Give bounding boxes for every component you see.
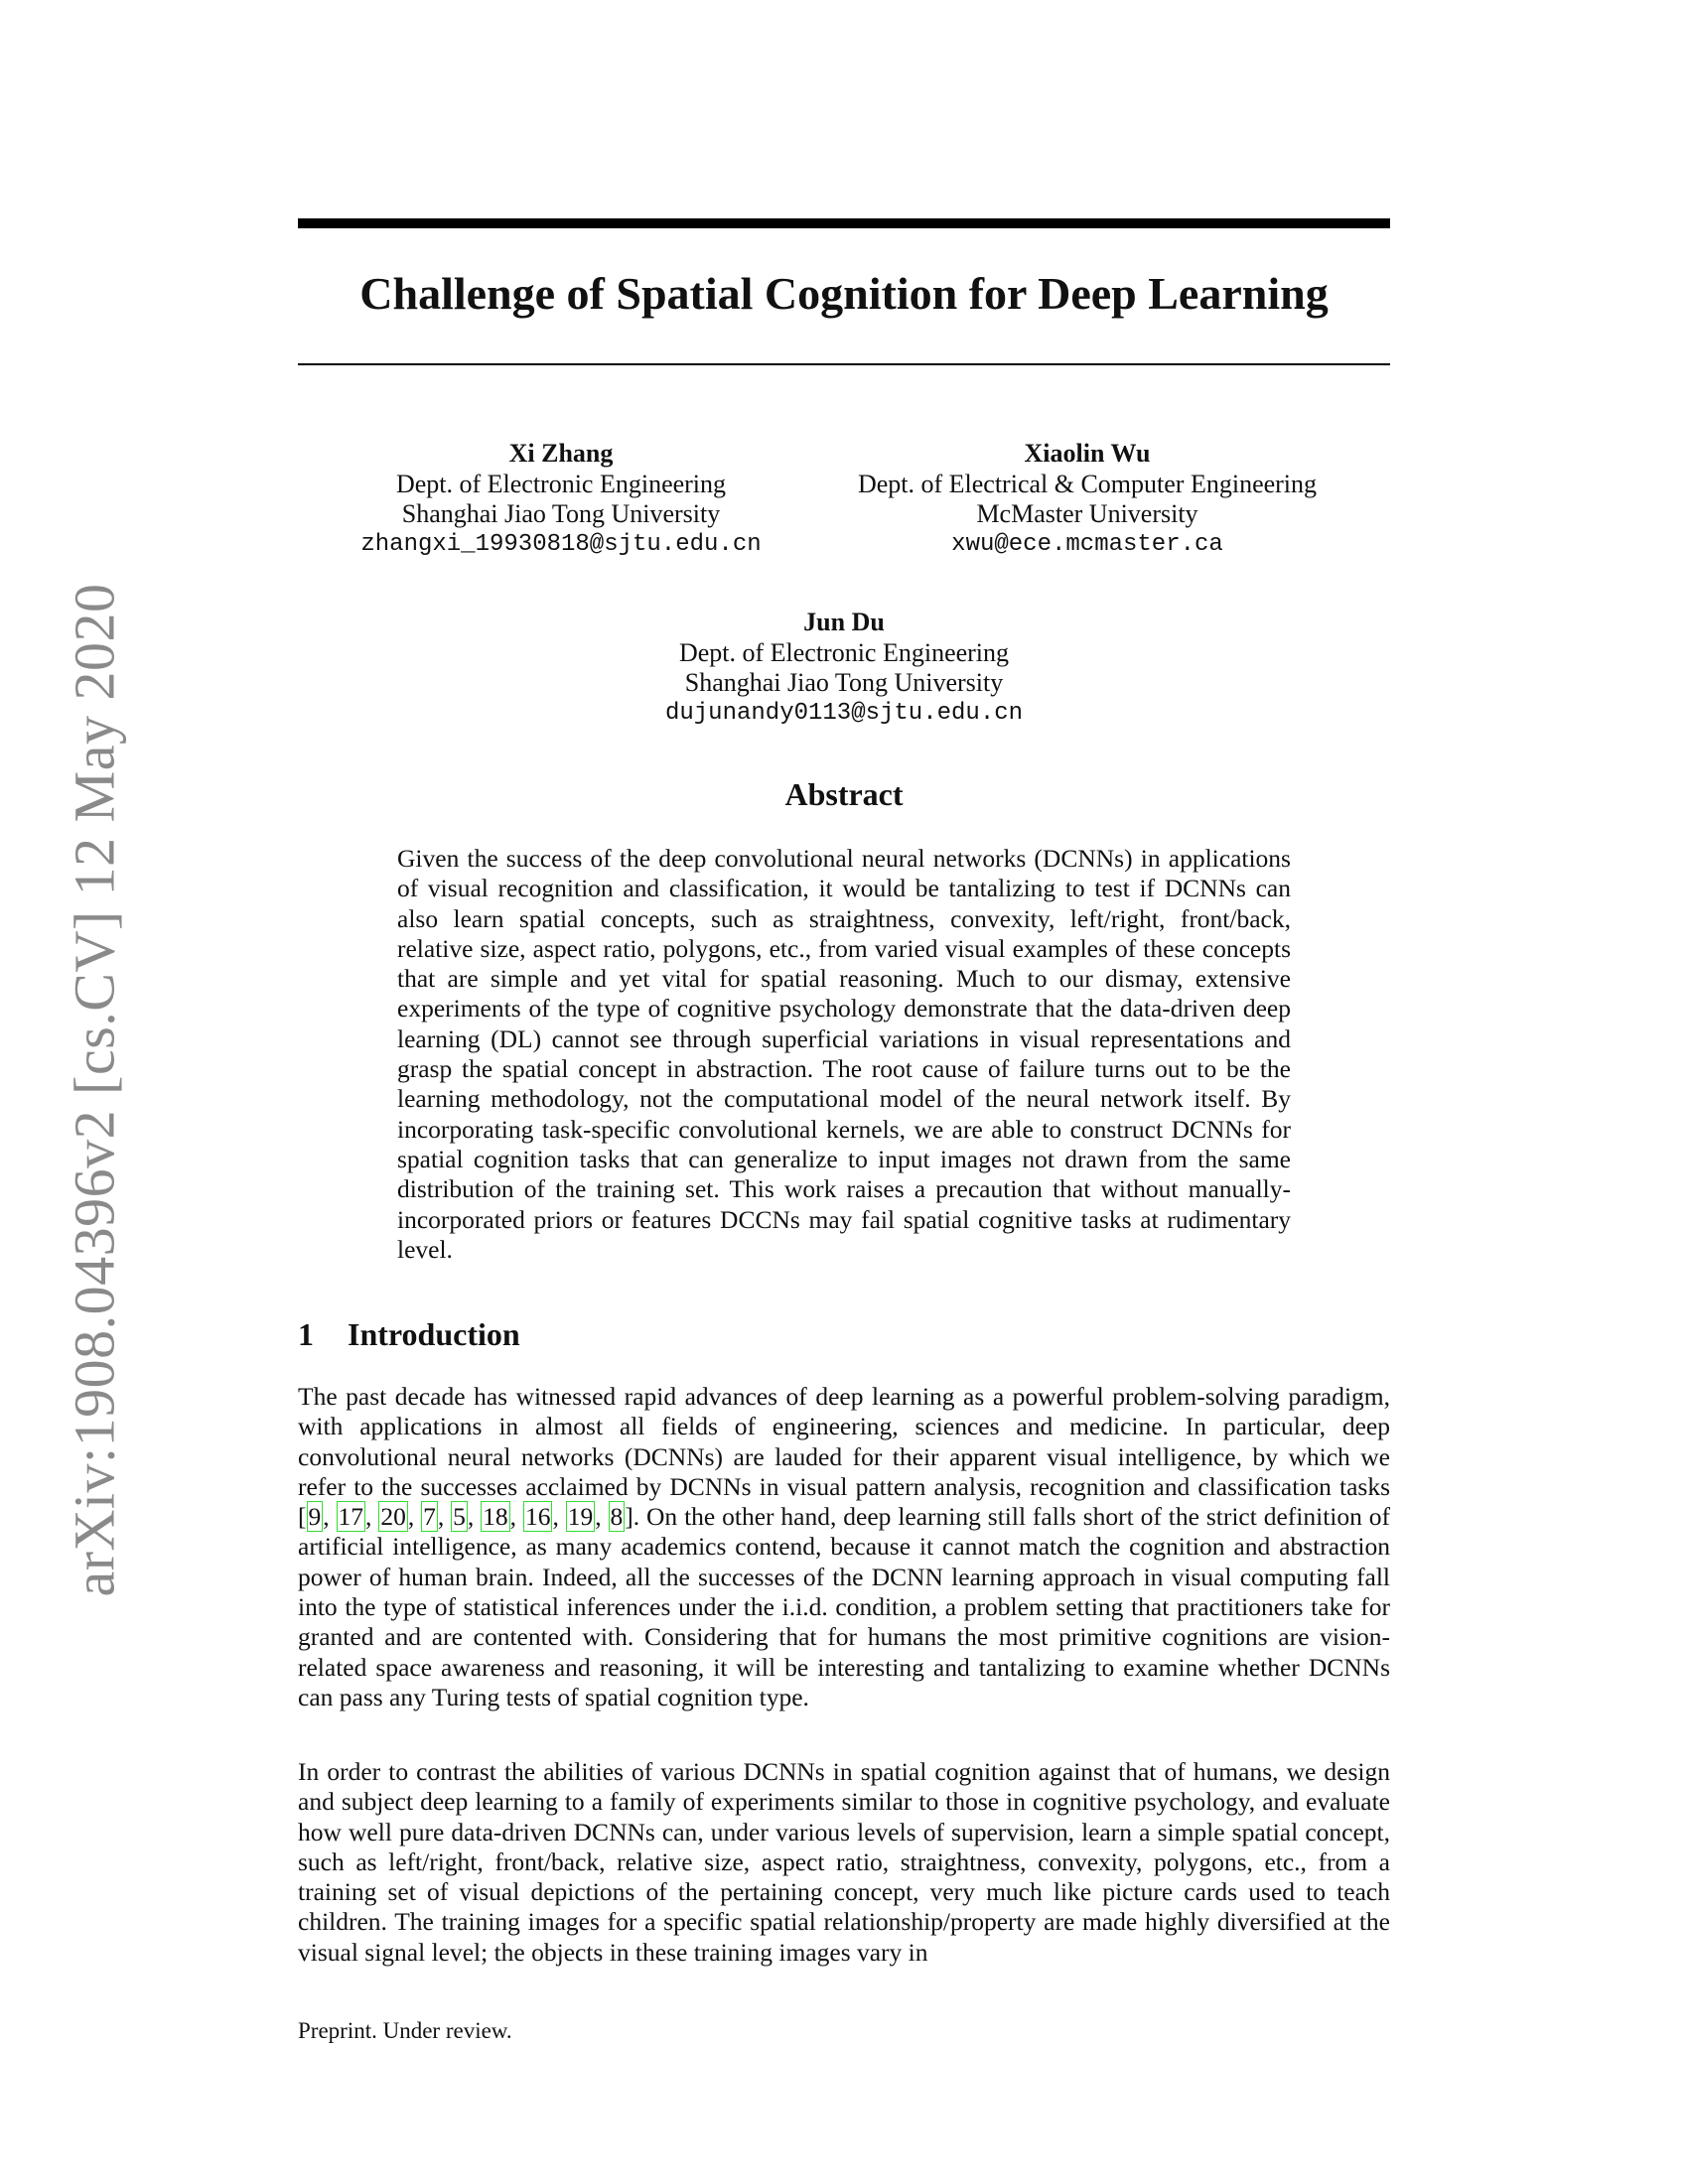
author-name: Xiaolin Wu bbox=[1024, 439, 1151, 468]
citation-link[interactable]: 16 bbox=[524, 1502, 551, 1532]
paragraph-text: The past decade has witnessed rapid advances of deep learning as a powerful problem-solving paradigm, with applications in almost all fields of engineering, sciences and medicine. In particular, deep convolutional neural networks (DCNNs) are lauded for their apparent visual intelligence, by which we refer to the successes acclaimed by DCNNs in visual pattern analysis, recognition and classification tasks [ bbox=[298, 1382, 1390, 1532]
author-name: Jun Du bbox=[803, 608, 885, 636]
section-heading-introduction bbox=[298, 1314, 520, 1354]
author-affiliation: McMaster University bbox=[976, 499, 1198, 528]
section-title: Introduction bbox=[348, 1316, 520, 1352]
citation-link[interactable]: 19 bbox=[567, 1502, 594, 1532]
title-rule-bottom bbox=[298, 363, 1390, 365]
paragraph-text: ]. On the other hand, deep learning still falls short of the strict definition of artificial intelligence, as many academics contend, because it cannot match the cognition and abstraction power of human brain. Indeed, all the successes of the DCNN learning approach in visual computing fall into the type of statistical inferences under the i.i.d. condition, a problem setting that practitioners take for granted and are contented with. Considering that for humans the most primitive cognitions are vision-related space awareness and reasoning, it will be interesting and tantalizing to examine whether DCNNs can pass any Turing tests of spatial cognition type. bbox=[298, 1502, 1391, 1711]
author-email[interactable]: xwu@ece.mcmaster.ca bbox=[951, 530, 1223, 558]
citation-link[interactable]: 20 bbox=[380, 1502, 406, 1532]
intro-paragraph: In order to contrast the abilities of various DCNNs in spatial cognition against that of humans, we design and subject deep learning to a family of experiments similar to those in cognitive psychology, and evaluate how well pure data-driven DCNNs can, under various levels of supervision, learn a simple spatial concept, such as left/right, front/back, relative size, aspect ratio, straightness, convexity, polygons, etc., from a training set of visual depictions of the pertaining concept, very much like picture cards used to teach children. The training images for a specific spatial relationship/property are made highly diversified at the visual signal level; the objects in these training images vary in bbox=[298, 1757, 1390, 1967]
author-dept: Dept. of Electrical & Computer Engineering bbox=[857, 469, 1318, 498]
author-dept: Dept. of Electronic Engineering bbox=[678, 637, 1010, 667]
paper-title: Challenge of Spatial Cognition for Deep Learning bbox=[359, 268, 1329, 319]
citation-link[interactable]: 8 bbox=[610, 1502, 624, 1532]
author-name: Xi Zhang bbox=[508, 439, 614, 468]
author-dept: Dept. of Electronic Engineering bbox=[395, 469, 727, 498]
author-block bbox=[824, 439, 1350, 560]
author-affiliation: Shanghai Jiao Tong University bbox=[684, 668, 1004, 697]
author-block bbox=[606, 608, 1082, 729]
arxiv-stamp: arXiv:1908.04396v2 [cs.CV] 12 May 2020 bbox=[62, 583, 127, 1597]
abstract-heading: Abstract bbox=[784, 776, 904, 812]
citation-link[interactable]: 17 bbox=[338, 1502, 364, 1532]
author-block bbox=[338, 439, 784, 560]
citation-link[interactable]: 7 bbox=[423, 1502, 436, 1532]
author-email[interactable]: zhangxi_19930818@sjtu.edu.cn bbox=[360, 530, 762, 558]
intro-paragraph: The past decade has witnessed rapid advances of deep learning as a powerful problem-solving paradigm, with applications in almost all fields of engineering, sciences and medicine. In particular, deep convolutional neural networks (DCNNs) are lauded for their apparent visual intelligence, by which we refer to the successes acclaimed by DCNNs in visual pattern analysis, recognition and classification tasks [9, 17, 20, 7, 5, 18, 16, 19, 8]. On the other hand, deep learning still falls short of the strict definition of artificial intelligence, as many academics contend, because it cannot match the cognition and abstraction power of human brain. Indeed, all the successes of the DCNN learning approach in visual computing fall into the type of statistical inferences under the i.i.d. condition, a problem setting that practitioners take for granted and are contented with. Considering that for humans the most primitive cognitions are vision-related space awareness and reasoning, it will be interesting and tantalizing to examine whether DCNNs can pass any Turing tests of spatial cognition type. bbox=[298, 1382, 1391, 1711]
abstract-text: Given the success of the deep convolutional neural networks (DCNNs) in applications of visual recognition and classification, it would be tantalizing to test if DCNNs can also learn spatial concepts, such as straightness, convexity, left/right, front/back, relative size, aspect ratio, polygons, etc., from varied visual examples of these concepts that are simple and yet vital for spatial reasoning. Much to our dismay, extensive experiments of the type of cognitive psychology demonstrate that the data-driven deep learning (DL) cannot see through superficial variations in visual representations and grasp the spatial concept in abstraction. The root cause of failure turns out to be the learning methodology, not the computational model of the neural network itself. By incorporating task-specific convolutional kernels, we are able to construct DCNNs for spatial cognition tasks that can generalize to input images not drawn from the same distribution of the training set. This work raises a precaution that without manually-incorporated priors or features DCCNs may fail spatial cognitive tasks at rudimentary level. bbox=[397, 844, 1291, 1264]
title-rule-top bbox=[298, 218, 1390, 228]
footer-note: Preprint. Under review. bbox=[298, 2018, 512, 2043]
citation-link[interactable]: 5 bbox=[453, 1502, 466, 1532]
author-affiliation: Shanghai Jiao Tong University bbox=[401, 499, 721, 528]
section-number: 1 bbox=[298, 1316, 314, 1352]
citation-link[interactable]: 9 bbox=[308, 1502, 322, 1532]
citation-link[interactable]: 18 bbox=[483, 1502, 508, 1532]
author-email[interactable]: dujunandy0113@sjtu.edu.cn bbox=[664, 699, 1024, 727]
